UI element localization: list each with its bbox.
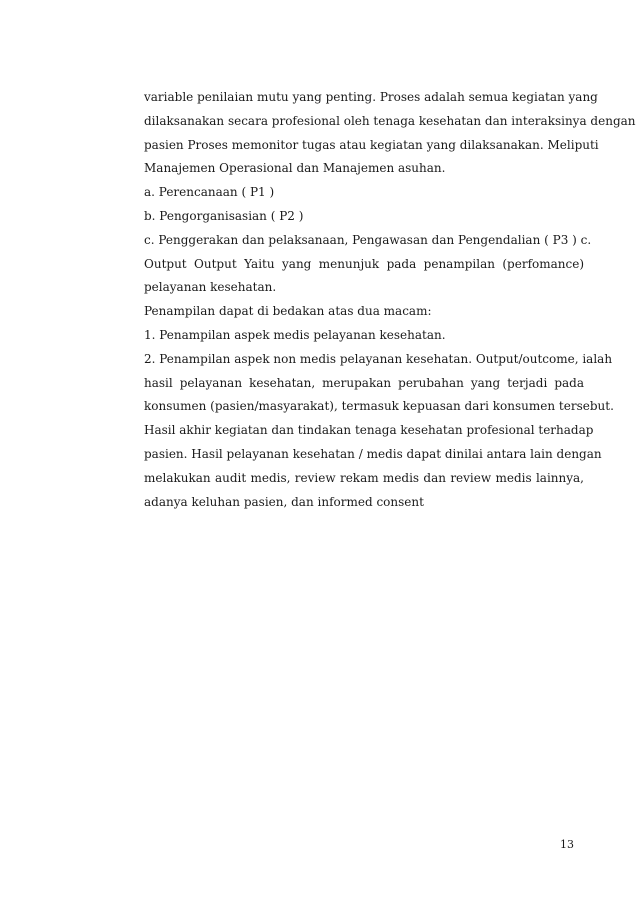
list-item-1: 1. Penampilan aspek medis pelayanan kesehatan.: [144, 327, 446, 342]
text-line: dilaksanakan secara profesional oleh tenaga kesehatan dan interaksinya dengan: [144, 113, 636, 128]
text-line: variable penilaian mutu yang penting. Proses adalah semua kegiatan yang: [144, 90, 598, 104]
text-line: Manajemen Operasional dan Manajemen asuhan.: [144, 161, 446, 176]
text-line: hasil pelayanan kesehatan, merupakan perubahan yang terjadi pada: [144, 375, 584, 390]
text-line: melakukan audit medis, review rekam medis dan review medis lainnya,: [144, 470, 584, 485]
text-line: pasien Proses memonitor tugas atau kegiatan yang dilaksanakan. Meliputi: [144, 137, 599, 152]
text-line: Output Output Yaitu yang menunjuk pada penampilan (perfomance): [144, 256, 584, 271]
list-item-p1: a. Perencanaan ( P1 ): [144, 185, 275, 200]
list-item-p2: b. Pengorganisasian ( P2 ): [144, 208, 304, 223]
text-line: Hasil akhir kegiatan dan tindakan tenaga kesehatan profesional terhadap: [144, 423, 594, 438]
text-line: pasien. Hasil pelayanan kesehatan / medis dapat dinilai antara lain dengan: [144, 446, 602, 461]
text-line: Penampilan dapat di bedakan atas dua macam:: [144, 304, 432, 319]
body-text: [144, 86, 636, 514]
text-line: pelayanan kesehatan.: [144, 280, 277, 295]
list-item-2: 2. Penampilan aspek non medis pelayanan kesehatan. Output/outcome, ialah: [144, 351, 613, 366]
text-line: konsumen (pasien/masyarakat), termasuk kepuasan dari konsumen tersebut.: [144, 399, 614, 414]
list-item-p3: c. Penggerakan dan pelaksanaan, Pengawasan dan Pengendalian ( P3 ) c.: [144, 232, 592, 247]
text-line: adanya keluhan pasien, dan informed consent: [144, 494, 424, 509]
page-number: 13: [560, 838, 574, 851]
